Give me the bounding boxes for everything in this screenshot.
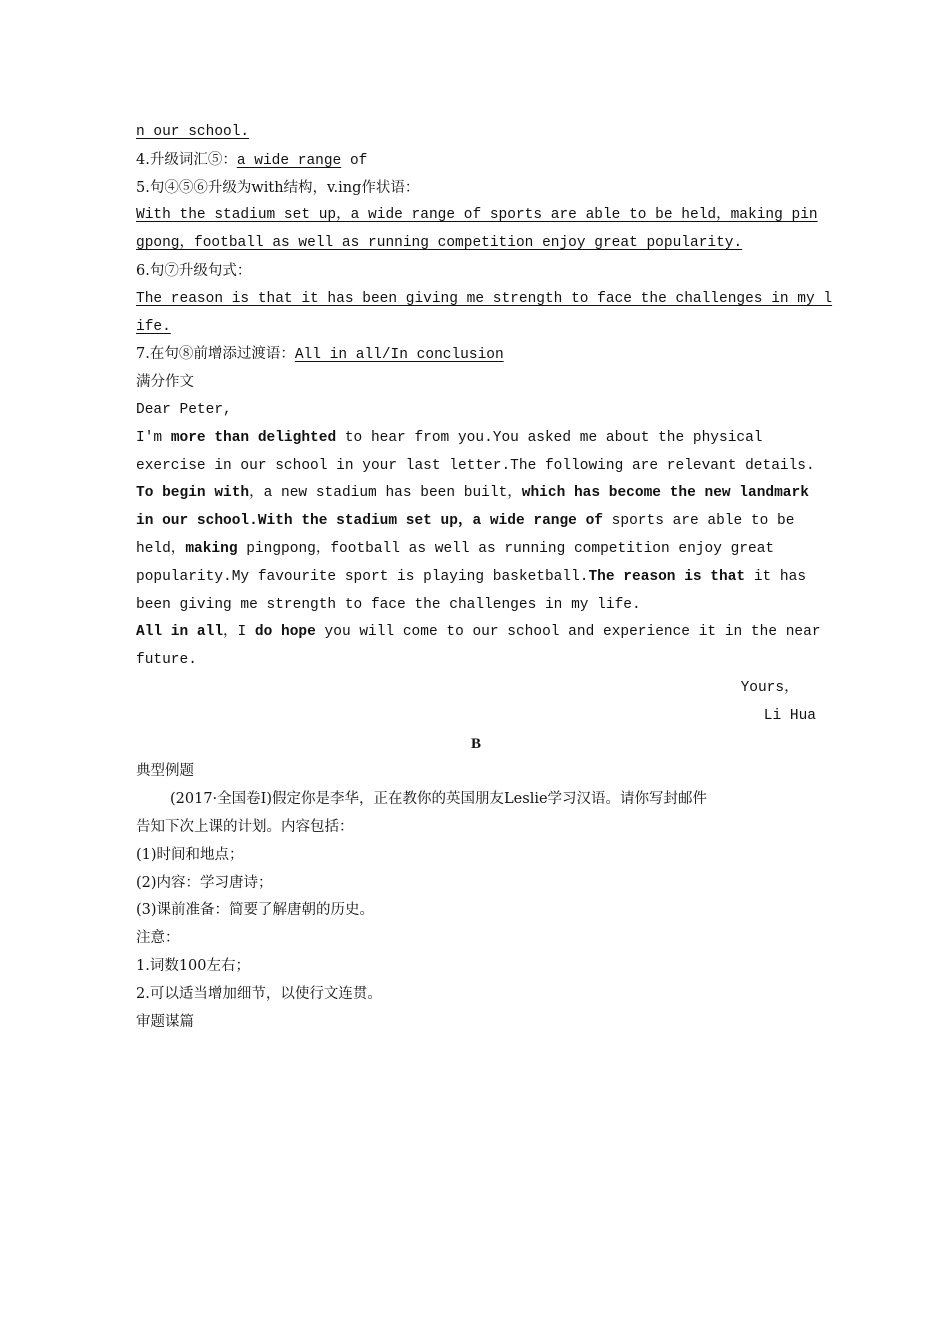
essay-salutation: Dear Peter, [136,401,232,418]
item-6-prompt: 6.句⑦升级句式： [136,262,252,279]
prompt-line-1: (2017·全国卷Ⅰ)假定你是李华，正在教你的英国朋友Leslie学习汉语。请你写封邮件 [170,791,708,808]
essay-heading: 满分作文 [136,374,194,391]
essay-line-4: in our school.With the stadium set up，a wide range of sports are able to be [136,513,795,530]
section-b-heading: B [470,735,481,752]
essay-line-1: I'm more than delighted to hear from you.You asked me about the physical [136,429,763,446]
content-point-3: (3)课前准备：简要了解唐朝的历史。 [136,902,375,919]
analysis-heading: 审题谋篇 [136,1013,194,1030]
item-4: 4.升级词汇⑤：a wide range of [136,151,368,169]
item-5-answer-line-1: With the stadium set up，a wide range of sports are able to be held，making pin [136,207,818,224]
essay-signature: Li Hua [763,707,816,724]
item-7: 7.在句⑧前增添过渡语：All in all/In conclusion [136,346,504,364]
item-6-answer-line-1: The reason is that it has been giving me strength to face the challenges in my l [136,290,833,307]
content-point-2: (2)内容：学习唐诗； [136,874,273,891]
item-5-prompt: 5.句④⑤⑥升级为with结构，v.ing作状语： [136,179,420,196]
item-5-answer-line-2: gpong，football as well as running competition enjoy great popularity. [136,235,743,252]
note-heading: 注意： [136,930,180,947]
note-2: 2.可以适当增加细节，以使行文连贯。 [136,985,382,1002]
essay-line-5: held，making pingpong，football as well as running competition enjoy great [136,540,775,557]
note-1: 1.词数100左右； [136,957,251,974]
content-point-1: (1)时间和地点； [136,846,244,863]
essay-line-3: To begin with，a new stadium has been built，which has become the new landmark [136,485,809,502]
document-page [136,119,833,1036]
essay-line-7: been giving me strength to face the challenges in my life. [136,596,641,613]
essay-line-8: All in all，I do hope you will come to our school and experience it in the near [136,624,821,641]
essay-closing: Yours， [740,679,799,696]
essay-line-2: exercise in our school in your last letter.The following are relevant details. [136,457,815,474]
essay-line-9: future. [136,652,197,669]
item-6-answer-line-2: ife. [136,318,171,335]
example-heading: 典型例题 [136,763,194,780]
prompt-line-2: 告知下次上课的计划。内容包括： [136,818,354,835]
answer-line-continued: n our school. [136,124,250,140]
essay-line-6: popularity.My favourite sport is playing basketball.The reason is that it has [136,568,807,585]
